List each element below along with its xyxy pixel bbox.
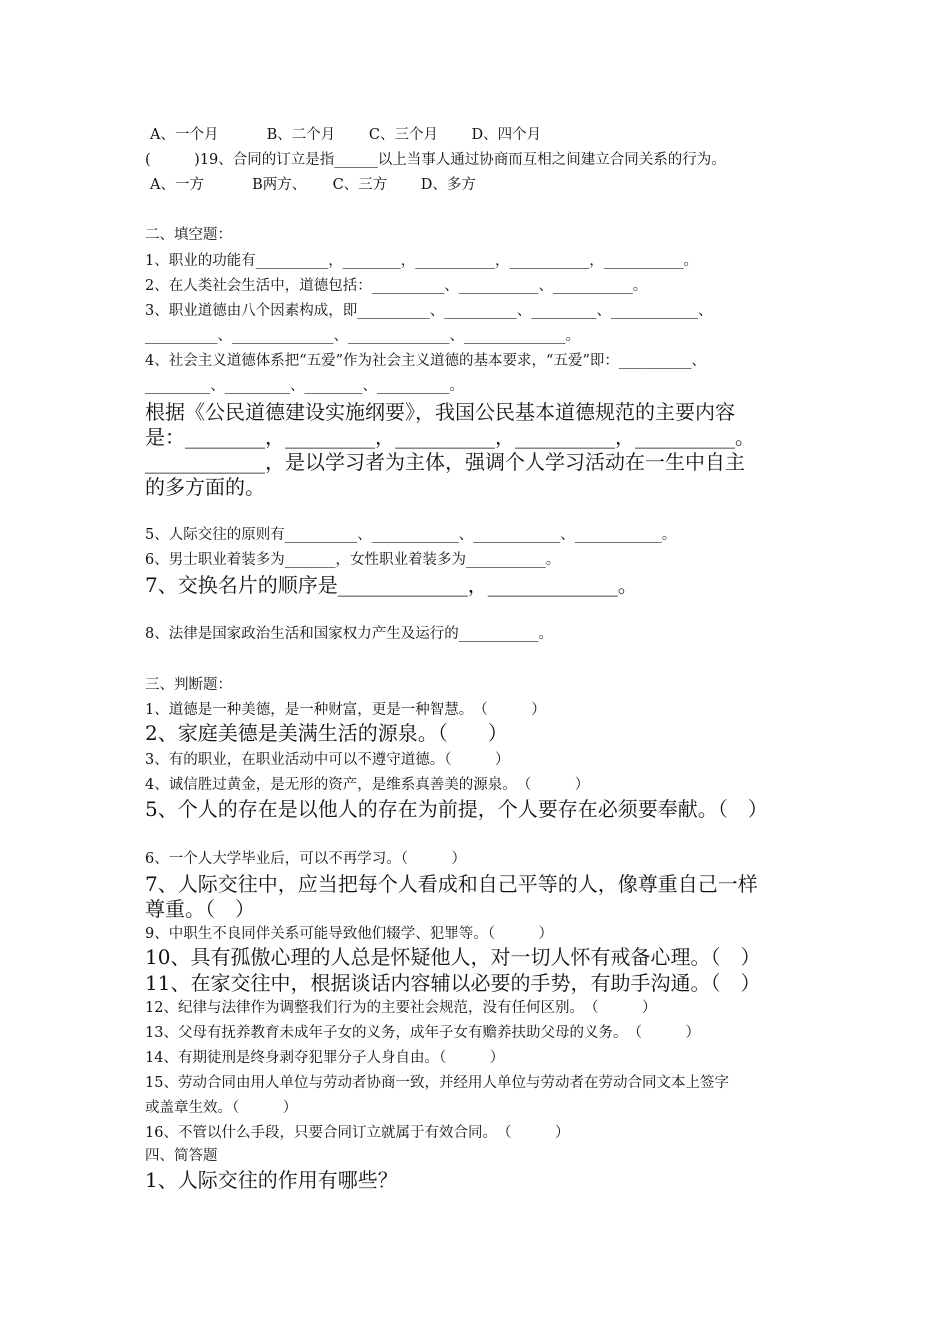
tf-q10: 10、具有孤傲心理的人总是怀疑他人，对一切人怀有戒备心理。（ ） (145, 945, 761, 969)
tf-q13: 13、父母有抚养教育未成年子女的义务，成年子女有赡养扶助父母的义务。 （ ） (145, 1025, 700, 1041)
fill-ethics-line1: 根据《公民道德建设实施纲要》，我国公民基本道德规范的主要内容 (145, 400, 735, 424)
fill-q4-line1: 4、社会主义道德体系把“五爱”作为社会主义道德的基本要求，“五爱”即：__________、 (145, 353, 706, 369)
section-short-answer-heading: 四、简答题 (145, 1148, 218, 1164)
q18-options: A、一个月 B、二个月 C、三个月 D、四个月 (150, 127, 542, 143)
q19-options: A、一方 B两方、 C、三方 D、多方 (150, 177, 476, 193)
section-true-false-heading: 三、判断题： (145, 677, 232, 693)
fill-q2: 2、在人类社会生活中，道德包括：__________、___________、___________。 (145, 278, 648, 294)
tf-q6: 6、一个人大学毕业后，可以不再学习。（ ） (145, 851, 466, 867)
fill-q6: 6、男士职业着装多为_______，女性职业着装多为___________。 (145, 552, 561, 568)
fill-q4-line2: _________、_________、________、__________。 (145, 378, 464, 394)
tf-q9: 9、中职生不良同伴关系可能导致他们辍学、犯罪等。（ ） (145, 926, 553, 942)
tf-q7-line2: 尊重。（ ） (145, 897, 255, 921)
tf-q1: 1、道德是一种美德，是一种财富，更是一种智慧。 （ ） (145, 702, 546, 718)
fill-q7: 7、交换名片的顺序是_____________，_____________。 (145, 573, 638, 597)
section-fill-blank-heading: 二、填空题： (145, 227, 232, 243)
fill-q5: 5、人际交往的原则有__________、____________、____________、____________。 (145, 527, 677, 543)
fill-q3-line1: 3、职业道德由八个因素构成，即__________、__________、_________、____________、 (145, 303, 713, 319)
tf-q3: 3、有的职业，在职业活动中可以不遵守道德。（ ） (145, 752, 510, 768)
tf-q16: 16、不管以什么手段，只要合同订立就属于有效合同。 （ ） (145, 1125, 570, 1141)
tf-q15-line2: 或盖章生效。（ ） (145, 1100, 298, 1116)
tf-q4: 4、诚信胜过黄金，是无形的资产，是维系真善美的源泉。 （ ） (145, 777, 590, 793)
fill-ethics-line2: 是：________，_________，__________，__________，__________。 (145, 425, 755, 449)
short-answer-q1: 1、人际交往的作用有哪些？ (145, 1168, 398, 1192)
tf-q5: 5、个人的存在是以他人的存在为前提，个人要存在必须要奉献。（ ） (145, 797, 768, 821)
fill-q1: 1、职业的功能有__________，________，___________，___________，___________。 (145, 253, 698, 269)
fill-q8: 8、法律是国家政治生活和国家权力产生及运行的___________。 (145, 626, 553, 642)
tf-q12: 12、纪律与法律作为调整我们行为的主要社会规范，没有任何区别。 （ ） (145, 1000, 657, 1016)
tf-q11: 11、在家交往中，根据谈话内容辅以必要的手势，有助手沟通。（ ） (145, 971, 761, 995)
tf-q7-line1: 7、人际交往中，应当把每个人看成和自己平等的人，像尊重自己一样 (145, 872, 758, 896)
tf-q2: 2、家庭美德是美满生活的源泉。（ ） (145, 721, 508, 745)
fill-ethics-line3: ____________，是以学习者为主体，强调个人学习活动在一生中自主 (145, 450, 745, 474)
tf-q15-line1: 15、劳动合同由用人单位与劳动者协商一致，并经用人单位与劳动者在劳动合同文本上签字 (145, 1075, 729, 1091)
fill-ethics-line4: 的多方面的。 (145, 475, 265, 499)
q19-question: ( )19、合同的订立是指______以上当事人通过协商而互相之间建立合同关系的行为。 (145, 152, 726, 168)
tf-q14: 14、有期徒刑是终身剥夺犯罪分子人身自由。（ ） (145, 1050, 505, 1066)
fill-q3-line2: __________、______________、______________、______________。 (145, 328, 580, 344)
